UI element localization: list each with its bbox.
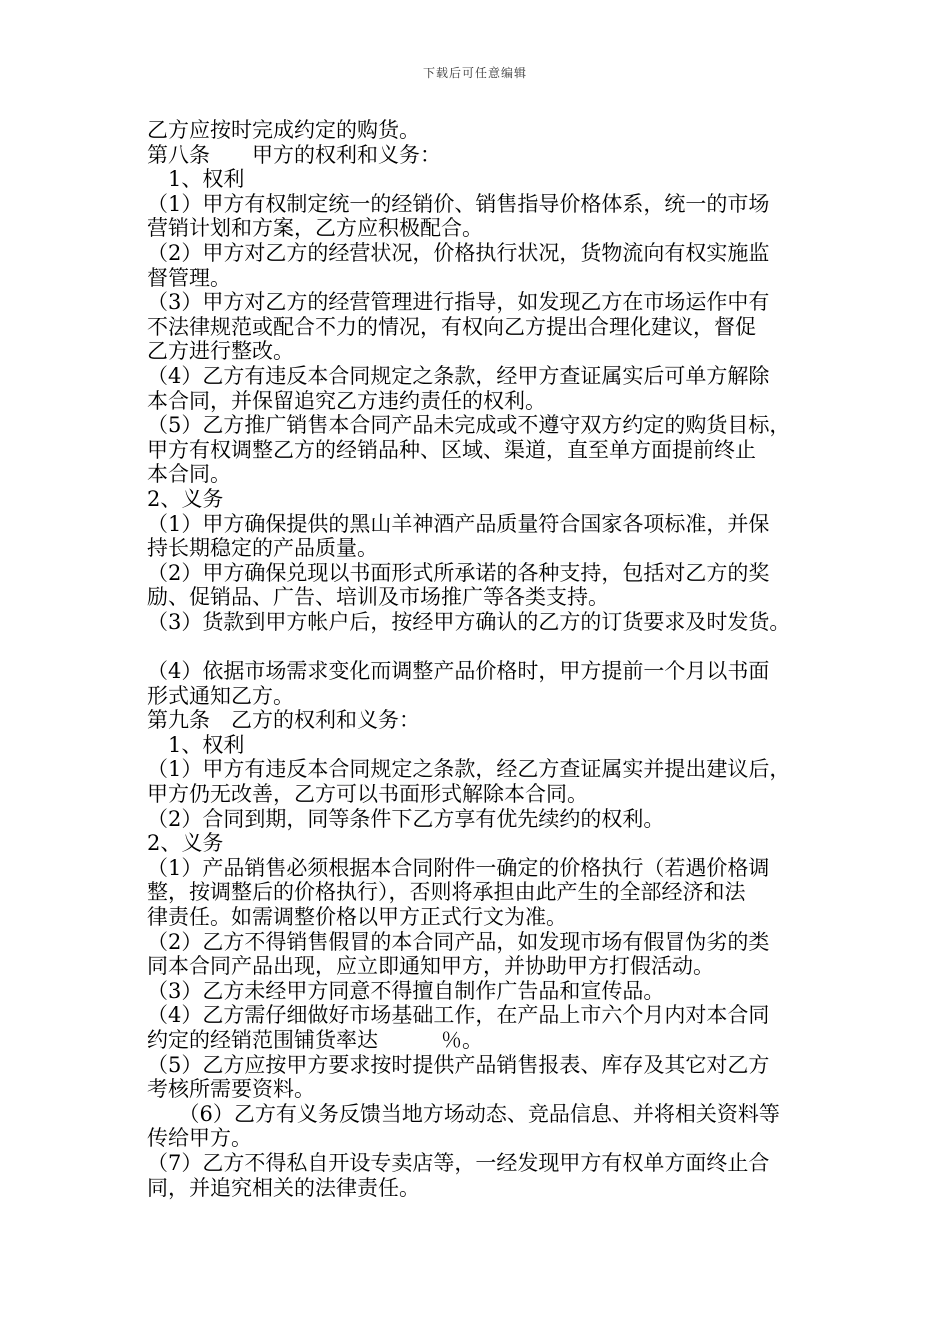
document-line: 督管理。: [147, 265, 231, 290]
document-line: （4）乙方有违反本合同规定之条款，经甲方查证属实后可单方解除: [147, 363, 770, 388]
document-line: （2）合同到期，同等条件下乙方享有优先续约的权利。: [147, 806, 665, 831]
document-line: （3）甲方对乙方的经营管理进行指导，如发现乙方在市场运作中有: [147, 290, 770, 315]
document-line: 第九条 乙方的权利和义务：: [147, 708, 420, 733]
document-line: 律责任。如需调整价格以甲方正式行文为准。: [147, 905, 567, 929]
document-line: [147, 634, 837, 659]
document-line: 约定的经销范围铺货率达 ％。: [147, 1027, 483, 1052]
document-line: （1）甲方确保提供的黑山羊神酒产品质量符合国家各项标准，并保: [147, 511, 770, 536]
document-line: 营销计划和方案，乙方应积极配合。: [147, 216, 483, 241]
document-line: 传给甲方。: [147, 1126, 252, 1151]
document-line: 同，并追究相关的法律责任。: [147, 1175, 420, 1200]
document-line: 同本合同产品出现，应立即通知甲方，并协助甲方打假活动。: [147, 954, 714, 979]
document-line: 1、权利: [147, 732, 245, 757]
document-line: （3）乙方未经甲方同意不得擅自制作广告品和宣传品。: [147, 978, 665, 1003]
document-line: （1）甲方有权制定统一的经销价、销售指导价格体系，统一的市场: [147, 191, 770, 216]
document-line: 持长期稳定的产品质量。: [147, 536, 378, 561]
document-line: 2、义务: [147, 831, 224, 856]
document-line: 不法律规范或配合不力的情况，有权向乙方提出合理化建议，督促: [147, 314, 756, 339]
page-header-note: 下载后可任意编辑: [422, 66, 527, 80]
document-body: [147, 118, 837, 1200]
document-line: 励、促销品、广告、培训及市场推广等各类支持。: [147, 585, 609, 610]
document-line: （7）乙方不得私自开设专卖店等，一经发现甲方有权单方面终止合: [147, 1150, 770, 1175]
document-line: 本合同。: [147, 462, 231, 487]
document-line: （4）依据市场需求变化而调整产品价格时，甲方提前一个月以书面: [147, 659, 770, 684]
document-line: 整，按调整后的价格执行），否则将承担由此产生的全部经济和法: [147, 880, 746, 905]
document-line: （4）乙方需仔细做好市场基础工作，在产品上市六个月内对本合同: [147, 1003, 770, 1028]
document-line: （1）甲方有违反本合同规定之条款，经乙方查证属实并提出建议后，: [147, 757, 791, 782]
document-line: （2）甲方确保兑现以书面形式所承诺的各种支持，包括对乙方的奖: [147, 560, 770, 585]
document-line: 本合同，并保留追究乙方违约责任的权利。: [147, 388, 546, 413]
document-line: 2、义务: [147, 486, 224, 511]
document-line: 乙方应按时完成约定的购货。: [147, 118, 420, 142]
document-line: （3）货款到甲方帐户后，按经甲方确认的乙方的订货要求及时发货。: [147, 609, 791, 634]
document-line: 乙方进行整改。: [147, 339, 294, 364]
document-line: （5）乙方推广销售本合同产品未完成或不遵守双方约定的购货目标，: [147, 413, 791, 438]
document-line: 形式通知乙方。: [147, 683, 294, 708]
document-line: （5）乙方应按甲方要求按时提供产品销售报表、库存及其它对乙方: [147, 1052, 770, 1077]
document-line: （6）乙方有义务反馈当地方场动态、竞品信息、并将相关资料等: [147, 1101, 780, 1126]
document-line: 考核所需要资料。: [147, 1077, 315, 1102]
document-line: 甲方仍无改善，乙方可以书面形式解除本合同。: [147, 782, 588, 807]
document-line: （2）乙方不得销售假冒的本合同产品，如发现市场有假冒伪劣的类: [147, 929, 770, 954]
document-line: 第八条 甲方的权利和义务：: [147, 142, 441, 167]
document-line: （1）产品销售必须根据本合同附件一确定的价格执行（若遇价格调: [147, 855, 770, 880]
document-line: 甲方有权调整乙方的经销品种、区域、渠道，直至单方面提前终止: [147, 437, 756, 462]
document-line: （2）甲方对乙方的经营状况，价格执行状况，货物流向有权实施监: [147, 240, 770, 265]
document-line: 1、权利: [147, 167, 245, 192]
